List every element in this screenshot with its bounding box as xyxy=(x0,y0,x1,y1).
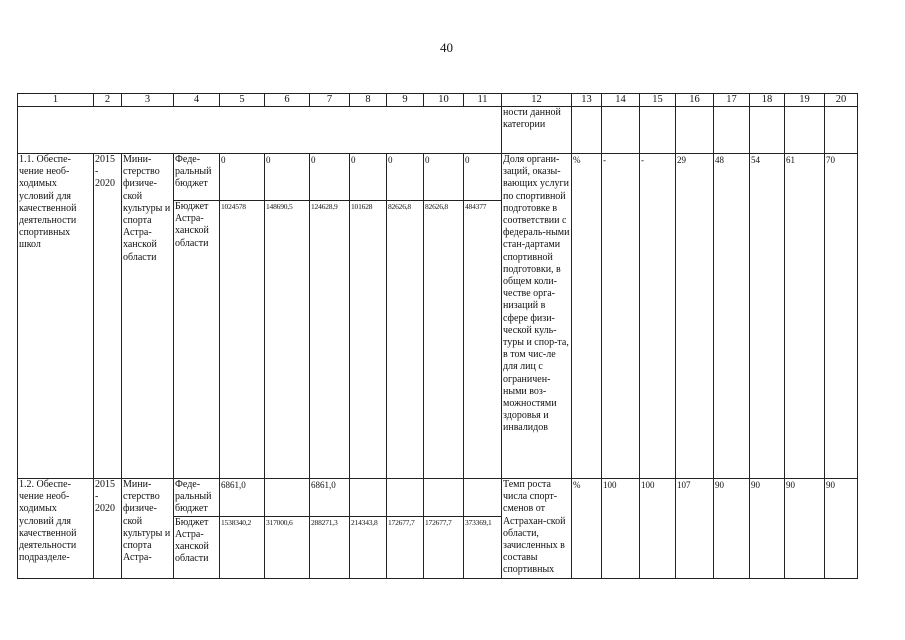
empty-cell xyxy=(750,107,785,154)
column-header: 5 xyxy=(220,94,265,107)
column-header: 20 xyxy=(825,94,858,107)
federal-value: 0 xyxy=(220,154,265,201)
federal-value xyxy=(424,479,464,517)
column-header: 11 xyxy=(464,94,502,107)
indicator-value: 90 xyxy=(825,479,858,579)
federal-value: 0 xyxy=(310,154,350,201)
column-header: 2 xyxy=(94,94,122,107)
measure-cell: 1.1. Обеспе-чение необ-ходимых условий для качественной деятельности спортивных школ xyxy=(18,154,94,479)
page-number: 40 xyxy=(440,40,453,55)
federal-value: 0 xyxy=(464,154,502,201)
table-row xyxy=(18,154,858,201)
period-cell: 2015 - 2020 xyxy=(94,154,122,479)
column-header: 6 xyxy=(265,94,310,107)
funding-source-cell: Феде-ральный бюджет xyxy=(174,479,220,517)
funding-source-cell: Феде-ральный бюджет xyxy=(174,154,220,201)
federal-value: 6861,0 xyxy=(220,479,265,517)
column-header: 10 xyxy=(424,94,464,107)
regional-value: 124628,9 xyxy=(310,201,350,479)
indicator-value: 29 xyxy=(676,154,714,479)
federal-value: 6861,0 xyxy=(310,479,350,517)
indicator-value: 100 xyxy=(602,479,640,579)
funding-source-cell: Бюджет Астра-ханской области xyxy=(174,516,220,578)
indicator-value: - xyxy=(640,154,676,479)
federal-value: 0 xyxy=(424,154,464,201)
column-header: 4 xyxy=(174,94,220,107)
federal-value xyxy=(265,479,310,517)
empty-cell xyxy=(602,107,640,154)
federal-value xyxy=(464,479,502,517)
column-header: 18 xyxy=(750,94,785,107)
indicator-value: 70 xyxy=(825,154,858,479)
regional-value: 373369,1 xyxy=(464,516,502,578)
executor-cell: Мини-стерство физиче-ской культуры и спорта Астра-ханской области xyxy=(122,154,174,479)
column-header: 12 xyxy=(502,94,572,107)
column-header: 19 xyxy=(785,94,825,107)
indicator-value: 90 xyxy=(714,479,750,579)
column-header: 13 xyxy=(572,94,602,107)
executor-cell: Мини-стерство физиче-ской культуры и спорта Астра- xyxy=(122,479,174,579)
federal-value: 0 xyxy=(265,154,310,201)
column-header: 1 xyxy=(18,94,94,107)
regional-value: 101628 xyxy=(350,201,387,479)
column-header: 14 xyxy=(602,94,640,107)
indicator-cell: Темп роста числа спорт-сменов от Астрахан-ской области, зачисленных в составы спортивных xyxy=(502,479,572,579)
column-header: 9 xyxy=(387,94,424,107)
regional-value: 317000,6 xyxy=(265,516,310,578)
regional-value: 148690,5 xyxy=(265,201,310,479)
indicator-value: 54 xyxy=(750,154,785,479)
period-cell: 2015 - 2020 xyxy=(94,479,122,579)
regional-value: 1024578 xyxy=(220,201,265,479)
indicator-value: 107 xyxy=(676,479,714,579)
regional-value: 214343,8 xyxy=(350,516,387,578)
regional-value: 172677,7 xyxy=(424,516,464,578)
column-header: 3 xyxy=(122,94,174,107)
empty-cell xyxy=(785,107,825,154)
continuation-row xyxy=(18,107,858,154)
empty-cell xyxy=(714,107,750,154)
indicator-cell: Доля органи-заций, оказы-вающих услуги по спортивной подготовке в соответствии с федераль-ными стан-дартами спортивной подготовки, в общем коли-честве орга-низаций в сфере физи-ческой куль-туры и спор-та, в том чис-ле для лиц с ограничен-ными воз-можностями здоровья и инвалидов xyxy=(502,154,572,479)
indicator-value: 90 xyxy=(785,479,825,579)
column-header: 16 xyxy=(676,94,714,107)
column-header: 17 xyxy=(714,94,750,107)
federal-value: 0 xyxy=(350,154,387,201)
unit-cell: % xyxy=(572,154,602,479)
continuation-empty xyxy=(18,107,502,154)
unit-cell: % xyxy=(572,479,602,579)
regional-value: 82626,8 xyxy=(387,201,424,479)
funding-source-cell: Бюджет Астра-ханской области xyxy=(174,201,220,479)
column-number-row xyxy=(18,94,858,107)
program-measures-table xyxy=(17,93,858,579)
indicator-value: 48 xyxy=(714,154,750,479)
indicator-value: - xyxy=(602,154,640,479)
indicator-value: 61 xyxy=(785,154,825,479)
table-row xyxy=(18,479,858,517)
indicator-value: 100 xyxy=(640,479,676,579)
column-header: 15 xyxy=(640,94,676,107)
regional-value: 1538340,2 xyxy=(220,516,265,578)
empty-cell xyxy=(825,107,858,154)
empty-cell xyxy=(676,107,714,154)
regional-value: 82626,8 xyxy=(424,201,464,479)
empty-cell xyxy=(640,107,676,154)
federal-value xyxy=(350,479,387,517)
federal-value xyxy=(387,479,424,517)
measure-cell: 1.2. Обеспе-чение необ-ходимых условий для качественной деятельности подразделе- xyxy=(18,479,94,579)
empty-cell xyxy=(572,107,602,154)
indicator-value: 90 xyxy=(750,479,785,579)
regional-value: 484377 xyxy=(464,201,502,479)
regional-value: 288271,3 xyxy=(310,516,350,578)
indicator-cell: ности данной категории xyxy=(502,107,572,154)
federal-value: 0 xyxy=(387,154,424,201)
column-header: 7 xyxy=(310,94,350,107)
regional-value: 172677,7 xyxy=(387,516,424,578)
column-header: 8 xyxy=(350,94,387,107)
